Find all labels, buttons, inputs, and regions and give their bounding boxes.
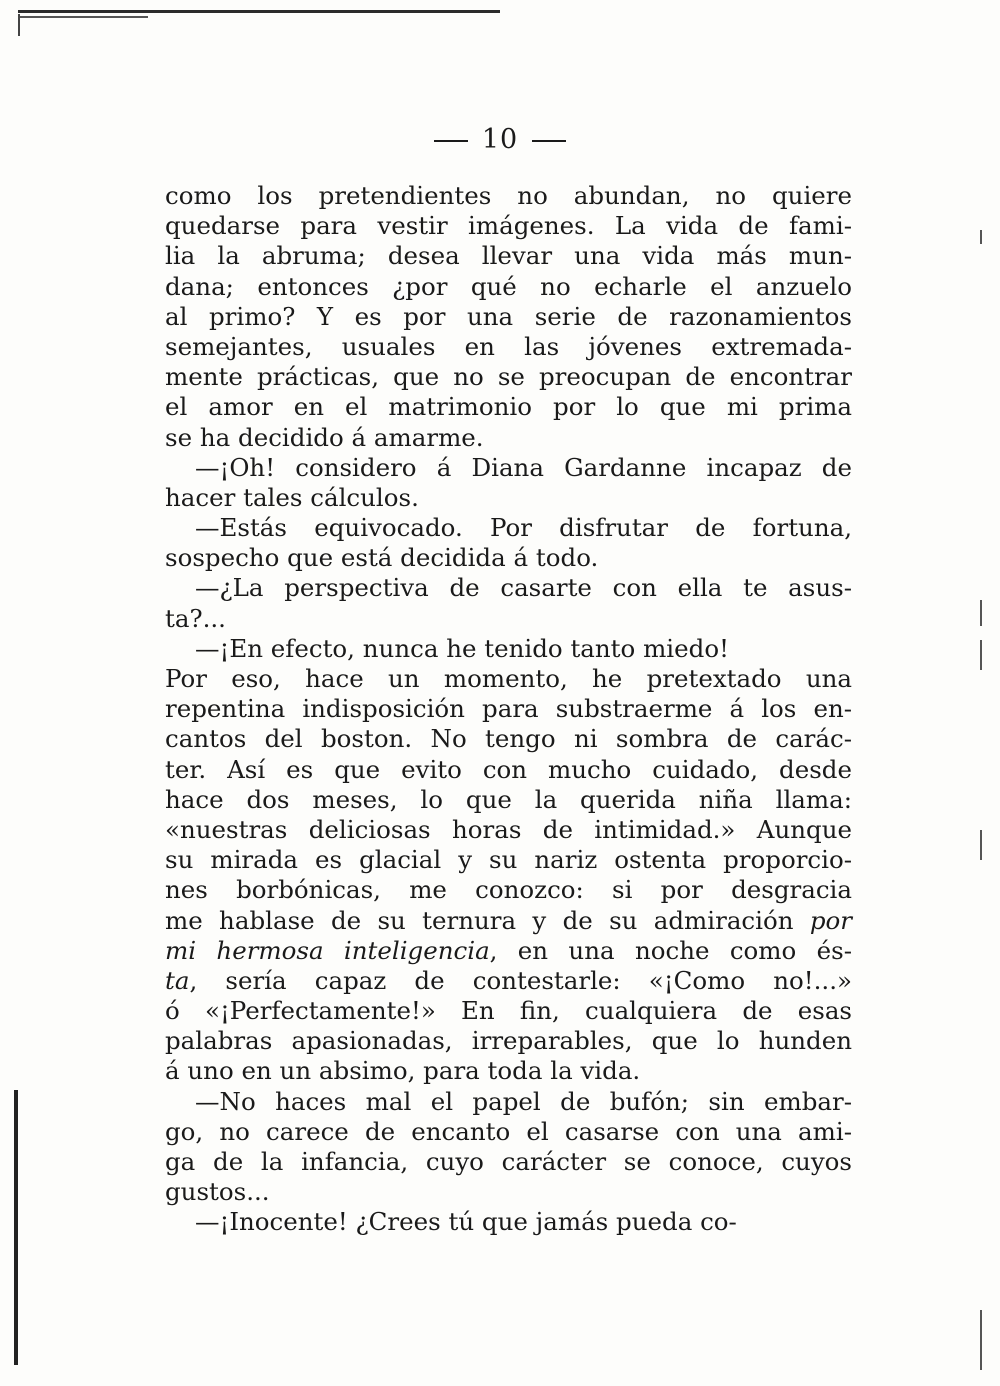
line-text: quedarse para vestir imágenes. La vida de fami- [165,211,852,241]
body-text [165,181,852,1238]
italic-text: mi hermosa inteligencia [165,935,490,965]
line-text: al primo? Y es por una serie de razonamientos [165,301,852,331]
italic-text: por [809,905,852,935]
page-number [0,124,1000,155]
line-text: nes borbónicas, me conozco: si por desgracia [165,875,852,905]
text-line [165,1147,852,1177]
line-text: ó «¡Perfectamente!» En fin, cualquiera de esas [165,996,852,1026]
line-text: ter. Así es que evito con mucho cuidado, desde [165,754,852,784]
line-text: , en una noche como és- [489,935,852,965]
text-line [165,302,852,332]
line-text: sospecho que está decidida á todo. [165,543,599,573]
line-text: se ha decidido á amarme. [165,422,484,452]
line-text: hacer tales cálculos. [165,482,419,512]
line-text: mente prácticas, que no se preocupan de encontrar [165,362,852,392]
line-text: el amor en el matrimonio por lo que mi prima [165,392,852,422]
line-text: go, no carece de encanto el casarse con una ami- [165,1116,852,1146]
text-line [165,936,852,966]
text-line [165,1177,852,1207]
line-text: lia la abruma; desea llevar una vida más mun- [165,241,852,271]
scan-edge-top [18,10,500,13]
text-line [165,1056,852,1086]
text-line [165,634,852,664]
line-text: —¡Oh! considero á Diana Gardanne incapaz de [195,452,852,482]
text-line [165,785,852,815]
text-line [165,664,852,694]
text-line [165,272,852,302]
line-text: semejantes, usuales en las jóvenes extremada- [165,331,852,361]
line-text: , sería capaz de contestarle: «¡Como no!...» [189,965,852,995]
text-line [165,453,852,483]
line-text: gustos... [165,1177,270,1207]
scan-mark-right [980,830,982,860]
text-line [165,573,852,603]
line-text: como los pretendientes no abundan, no quiere [165,181,852,210]
text-line [165,694,852,724]
folio-dash-right [532,140,566,142]
line-text: ta?... [165,603,226,633]
line-text: su mirada es glacial y su nariz ostenta proporcio- [165,845,852,875]
line-text: me hablase de su ternura y de su admiración [165,905,810,935]
text-line [165,906,852,936]
line-text: —Estás equivocado. Por disfrutar de fortuna, [195,513,852,543]
scan-mark-right [980,1310,982,1370]
text-line [165,815,852,845]
text-line [165,423,852,453]
text-line [165,1087,852,1117]
line-text: hace dos meses, lo que la querida niña llama: [165,784,852,814]
text-line [165,845,852,875]
text-line [165,332,852,362]
page-number-value: 10 [481,124,519,155]
line-text: dana; entonces ¿por qué no echarle el anzuelo [165,271,852,301]
line-text: repentina indisposición para substraerme á los en- [165,694,852,724]
text-line [165,1117,852,1147]
line-text: Por eso, hace un momento, he pretextado una [165,664,852,693]
line-text: —¡En efecto, nunca he tenido tanto miedo! [195,633,729,663]
scan-mark-right [980,600,982,626]
text-line [165,1026,852,1056]
text-line [165,392,852,422]
text-line [165,996,852,1026]
text-line [165,755,852,785]
text-line [165,362,852,392]
text-line [165,724,852,754]
text-line [165,604,852,634]
text-line [165,513,852,543]
scan-edge-left [14,1090,18,1365]
line-text: ga de la infancia, cuyo carácter se conoce, cuyos [165,1147,852,1176]
line-text: cantos del boston. No tengo ni sombra de carác- [165,724,852,754]
text-line [165,875,852,905]
scan-mark-right [980,640,982,670]
text-line [165,543,852,573]
line-text: —No haces mal el papel de bufón; sin embar- [195,1086,852,1116]
italic-text: ta [165,965,190,995]
folio-dash-left [434,140,468,142]
line-text: —¿La perspectiva de casarte con ella te asus- [195,573,852,603]
text-line [165,211,852,241]
scan-mark-right [980,230,982,244]
text-line [165,181,852,211]
scan-edge-top-thin [18,16,148,18]
line-text: palabras apasionadas, irreparables, que lo hunden [165,1026,852,1056]
line-text: —¡Inocente! ¿Crees tú que jamás pueda co- [195,1207,737,1237]
text-line [165,966,852,996]
text-line [165,1207,852,1237]
line-text: á uno en un absimo, para toda la vida. [165,1056,641,1086]
scan-edge-left-top [18,14,20,36]
text-line [165,483,852,513]
line-text: «nuestras deliciosas horas de intimidad.» Aunque [165,814,852,844]
text-line [165,241,852,271]
